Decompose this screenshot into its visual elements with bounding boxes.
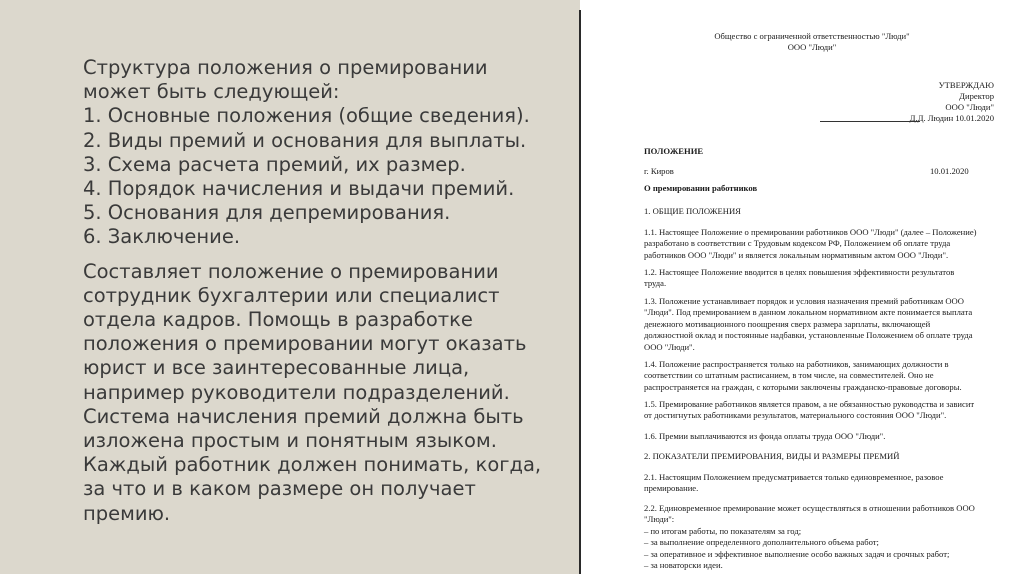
text-line: 1. Основные положения (общие сведения). (83, 104, 530, 128)
doc-city: г. Киров (644, 166, 674, 176)
text-line: 2.1. Настоящим Положением предусматривается только единовременное, разовое (644, 472, 944, 482)
text-line: премирование. (644, 483, 699, 494)
slide-text (83, 56, 573, 526)
text-line: – за новаторски идеи. (644, 560, 723, 571)
text-line: – за оперативное и эффективное выполнение особо важных задач и срочных работ; (644, 548, 950, 559)
text-line: 1.6. Премии выплачиваются из фонда оплаты труда ООО "Люди". (644, 431, 886, 441)
approve-title: УТВЕРЖДАЮ (938, 80, 994, 90)
text-line: Каждый работник должен понимать, когда, (83, 453, 542, 477)
text-line: юрист и все заинтересованные лица, (83, 356, 470, 380)
doc-date: 10.01.2020 (930, 166, 969, 176)
approve-position: Директор (959, 91, 994, 101)
vertical-divider (579, 10, 581, 574)
clause-1-3 (644, 296, 999, 353)
text-line: 2.2. Единовременное премирование может осуществляться в отношении работников ООО (644, 503, 975, 513)
clause-1-1 (644, 227, 999, 261)
text-line: 4. Порядок начисления и выдачи премий. (83, 177, 515, 201)
structure-paragraph (83, 56, 573, 250)
text-line: Составляет положение о премировании (83, 259, 499, 283)
clause-1-2 (644, 267, 999, 290)
org-name: Общество с ограниченной ответственностью "Люди" (714, 31, 910, 41)
text-line: Система начисления премий должна быть (83, 404, 524, 428)
org-short-name: ООО "Люди" (787, 42, 837, 52)
text-line: от достигнутых работниками результатов, материального состояния ООО "Люди". (644, 410, 947, 421)
text-line: 1.5. Премирование работников является правом, а не обязанностью руководства и зависит (644, 399, 975, 409)
text-line: 6. Заключение. (83, 225, 241, 249)
text-line: за что и в каком размере он получает (83, 477, 476, 501)
text-line: разработано в соответствии с Трудовым кодексом РФ, Положением об оплате труда (644, 238, 951, 249)
clause-1-4 (644, 359, 999, 393)
text-line: работников ООО "Люди" и является локальным нормативным актом ООО "Люди". (644, 249, 949, 260)
text-line: премию. (83, 501, 171, 525)
doc-subject: О премировании работников (644, 183, 758, 193)
text-line: распространяется на граждан, с которыми заключены гражданско-правовые договоры. (644, 381, 962, 392)
approve-org: ООО "Люди" (945, 102, 994, 112)
text-line: положения о премировании могут оказать (83, 332, 527, 356)
clause-2-1 (644, 472, 999, 495)
text-line: – за выполнение определенного дополнительного объема работ; (644, 537, 879, 548)
doc-type: ПОЛОЖЕНИЕ (644, 146, 704, 156)
text-line: 1.1. Настоящее Положение о премировании работников ООО "Люди" (далее – Положение) (644, 227, 977, 237)
text-line: сотрудник бухгалтерии или специалист (83, 283, 500, 307)
text-line: Структура положения о премировании (83, 56, 488, 79)
document-image (600, 0, 1024, 574)
text-line: 5. Основания для депремирования. (83, 201, 451, 225)
text-line: "Люди": (644, 514, 675, 525)
clause-1-5 (644, 399, 999, 422)
section-heading: 1. ОБЩИЕ ПОЛОЖЕНИЯ (644, 206, 741, 216)
section-heading: 2. ПОКАЗАТЕЛИ ПРЕМИРОВАНИЯ, ВИДЫ И РАЗМЕРЫ ПРЕМИЙ (644, 451, 900, 461)
text-line: труда. (644, 278, 667, 289)
text-line: ООО "Люди". (644, 341, 695, 352)
approve-signature: Д.Д. Людин 10.01.2020 (909, 113, 994, 123)
text-line: должностной оклад и постоянные надбавки, установленные Положением об оплате труда (644, 330, 973, 341)
text-line: 2. Виды премий и основания для выплаты. (83, 128, 527, 152)
text-line: изложена простым и понятным языком. (83, 429, 497, 453)
text-line: 1.3. Положение устанавливает порядок и условия назначения премий работникам ООО (644, 296, 964, 306)
text-line: может быть следующей: (83, 80, 340, 104)
signature-line (820, 121, 920, 122)
clause-2-2 (644, 503, 999, 571)
text-line: – по итогам работы, по показателям за год; (644, 525, 802, 536)
clause-1-6 (644, 431, 999, 442)
text-line: денежного мотивационного поощрения сверх размера зарплаты, включающей (644, 318, 931, 329)
text-line: 3. Схема расчета премий, их размер. (83, 152, 466, 176)
text-line: "Люди". Под премированием в данном локальном нормативном акте понимается выплата (644, 307, 973, 318)
text-line: 1.4. Положение распространяется только на работников, занимающих должности в (644, 359, 949, 369)
text-line: например руководители подразделений. (83, 380, 510, 404)
text-line: отдела кадров. Помощь в разработке (83, 308, 473, 332)
text-line: соответствии со штатным расписанием, в том числе, на совместителей. Оно не (644, 370, 934, 381)
author-paragraph (83, 260, 573, 526)
text-line: 1.2. Настоящее Положение вводится в целях повышения эффективности результатов (644, 267, 955, 277)
